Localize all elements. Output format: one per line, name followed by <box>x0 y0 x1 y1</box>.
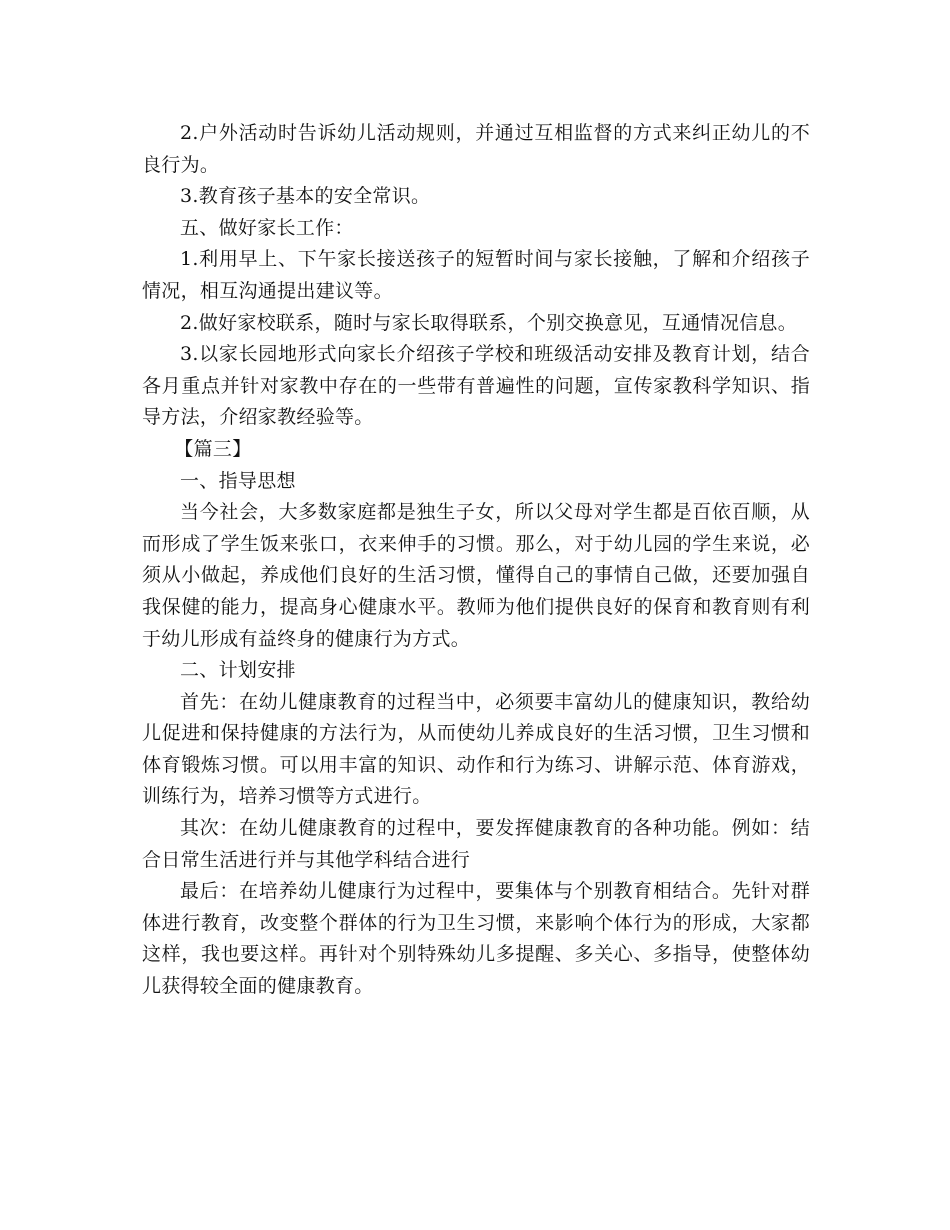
document-body <box>142 118 810 1003</box>
paragraph-plan-first: 首先：在幼儿健康教育的过程当中，必须要丰富幼儿的健康知识，教给幼儿促进和保持健康的方法行为，从而使幼儿养成良好的生活习惯，卫生习惯和体育锻炼习惯。可以用丰富的知识、动作和行为练习、讲解示范、体育游戏，训练行为，培养习惯等方式进行。 <box>142 690 810 808</box>
paragraph-guiding-thought: 当今社会，大多数家庭都是独生子女，所以父母对学生都是百依百顺，从而形成了学生饭来张口，衣来伸手的习惯。那么，对于幼儿园的学生来说，必须从小做起，养成他们良好的生活习惯，懂得自己的事情自己做，还要加强自我保健的能力，提高身心健康水平。教师为他们提供良好的保育和教育则有利于幼儿形成有益终身的健康行为方式。 <box>142 501 810 650</box>
paragraph-plan-last: 最后：在培养幼儿健康行为过程中，要集体与个别教育相结合。先针对群体进行教育，改变整个群体的行为卫生习惯，来影响个体行为的形成，大家都这样，我也要这样。再针对个别特殊幼儿多提醒、多关心、多指导，使整体幼儿获得较全面的健康教育。 <box>142 880 810 998</box>
paragraph-parent-garden: 3.以家长园地形式向家长介绍孩子学校和班级活动安排及教育计划，结合各月重点并针对家教中存在的一些带有普遍性的问题，宣传家教科学知识、指导方法，介绍家教经验等。 <box>142 343 810 429</box>
paragraph-parent-contact: 1.利用早上、下午家长接送孩子的短暂时间与家长接触，了解和介绍孩子情况，相互沟通提出建议等。 <box>142 248 810 302</box>
section-heading-guiding-thought: 一、指导思想 <box>180 469 296 492</box>
section-heading-plan: 二、计划安排 <box>180 659 296 682</box>
paragraph-outdoor-rules: 2.户外活动时告诉幼儿活动规则，并通过互相监督的方式来纠正幼儿的不良行为。 <box>142 122 810 176</box>
section-heading-parent-work: 五、做好家长工作： <box>180 216 354 239</box>
paragraph-safety-knowledge: 3.教育孩子基本的安全常识。 <box>180 185 431 208</box>
part-heading-three: 【篇三】 <box>174 437 252 460</box>
paragraph-home-school-contact: 2.做好家校联系，随时与家长取得联系，个别交换意见，互通情况信息。 <box>180 311 798 334</box>
paragraph-plan-second: 其次：在幼儿健康教育的过程中，要发挥健康教育的各种功能。例如：结合日常生活进行并与其他学科结合进行 <box>142 817 810 871</box>
